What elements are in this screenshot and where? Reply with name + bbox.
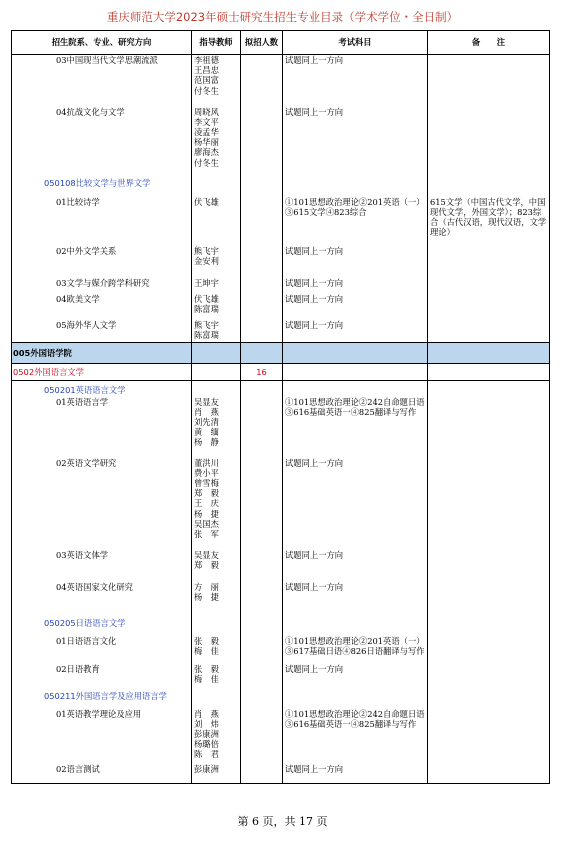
remark [428,107,550,175]
advisors: 张 毅 梅 佳 [192,632,241,664]
advisors [192,343,241,364]
direction-name: 02英语文学研究 [12,458,192,550]
remark [428,343,550,364]
exam-subjects: 试题同上一方向 [283,294,428,320]
advisors [192,364,241,381]
quota [241,320,283,343]
advisors [192,688,241,706]
table-row [12,55,550,107]
header-remark: 备 注 [428,31,550,55]
direction-name: 01英语教学理论及应用 [12,706,192,764]
quota [241,664,283,688]
page-title: 重庆师范大学2023年硕士研究生招生专业目录（学术学位・全日制） [106,10,459,24]
table-row [12,107,550,175]
table-row [12,294,550,320]
exam-subjects: 试题同上一方向 [283,320,428,343]
exam-subjects [283,175,428,193]
exam-subjects: 试题同上一方向 [283,458,428,550]
advisors: 董洪川 费小平 曾雪梅 郑 毅 王 庆 杨 捷 吴国杰 张 军 [192,458,241,550]
quota [241,107,283,175]
remark [428,278,550,294]
advisors: 周晓风 李文平 凌孟华 杨华丽 廖海杰 付冬生 [192,107,241,175]
remark [428,706,550,764]
exam-subjects: 试题同上一方向 [283,664,428,688]
quota [241,294,283,320]
table-row [12,764,550,784]
exam-subjects: ①101思想政治理论②242自命题日语③616基础英语一④825翻译与写作 [283,397,428,458]
advisors: 吴显友 肖 燕 刘先清 黄 缅 杨 静 [192,397,241,458]
direction-name: 02语言测试 [12,764,192,784]
quota [241,278,283,294]
catalog-table [11,30,550,784]
exam-subjects: ①101思想政治理论②242自命题日语③616基础英语一④825翻译与写作 [283,706,428,764]
table-row [12,632,550,664]
table-header-row [12,31,550,55]
major-row [12,615,550,632]
direction-name: 03英语文体学 [12,550,192,582]
direction-name: 05海外华人文学 [12,320,192,343]
quota [241,175,283,193]
direction-name: 02中外文学关系 [12,246,192,278]
college-name: 005外国语学院 [12,343,192,364]
quota [241,764,283,784]
direction-name: 03文学与媒介跨学科研究 [12,278,192,294]
remark [428,550,550,582]
remark [428,364,550,381]
remark: 615文学（中国古代文学，中国现代文学，外国文学）；823综合（古代汉语，现代汉语，文学理论） [428,193,550,246]
advisors: 熊飞宇 陈富瑞 [192,320,241,343]
advisors: 方 丽 杨 捷 [192,582,241,615]
quota [241,55,283,107]
exam-subjects: ①101思想政治理论②201英语（一）③615文学④823综合 [283,193,428,246]
subject-row [12,364,550,381]
major-name: 050108比较文学与世界文学 [12,175,192,193]
table-row [12,193,550,246]
direction-name: 04抗战文化与文学 [12,107,192,175]
remark [428,294,550,320]
exam-subjects [283,615,428,632]
table-row [12,664,550,688]
remark [428,246,550,278]
exam-subjects: 试题同上一方向 [283,582,428,615]
exam-subjects: ①101思想政治理论②201英语（一）③617基础日语④826日语翻译与写作 [283,632,428,664]
remark [428,582,550,615]
advisors: 熊飞宇 金安利 [192,246,241,278]
quota [241,615,283,632]
exam-subjects: 试题同上一方向 [283,246,428,278]
major-row [12,381,550,397]
remark [428,381,550,397]
remark [428,55,550,107]
remark [428,615,550,632]
major-name: 050201英语语言文学 [12,381,192,397]
header-major: 招生院系、专业、研究方向 [12,31,192,55]
advisors [192,381,241,397]
page-footer: 第 6 页，共 17 页 [237,815,328,828]
remark [428,175,550,193]
quota [241,688,283,706]
quota [241,193,283,246]
advisors: 王坤宇 [192,278,241,294]
direction-name: 01英语语言学 [12,397,192,458]
table-row [12,278,550,294]
quota [241,582,283,615]
exam-subjects [283,381,428,397]
major-name: 050211外国语言学及应用语言学 [12,688,192,706]
quota [241,397,283,458]
college-row [12,343,550,364]
direction-name: 01比较诗学 [12,193,192,246]
remark [428,397,550,458]
table-row [12,246,550,278]
advisors: 李祖德 王昌忠 范国富 付冬生 [192,55,241,107]
quota [241,706,283,764]
advisors [192,175,241,193]
header-quota: 拟招人数 [241,31,283,55]
advisors: 彭康洲 [192,764,241,784]
major-name: 050205日语语言文学 [12,615,192,632]
advisors: 吴显友 郑 毅 [192,550,241,582]
remark [428,458,550,550]
table-row [12,706,550,764]
table-row [12,458,550,550]
exam-subjects [283,688,428,706]
advisors: 肖 燕 刘 炜 彭康洲 杨璐倍 陈 君 [192,706,241,764]
quota [241,458,283,550]
exam-subjects: 试题同上一方向 [283,550,428,582]
exam-subjects: 试题同上一方向 [283,107,428,175]
remark [428,320,550,343]
quota [241,632,283,664]
advisors: 伏飞雄 陈富瑞 [192,294,241,320]
major-row [12,175,550,193]
remark [428,688,550,706]
table-row [12,582,550,615]
direction-name: 01日语语言文化 [12,632,192,664]
direction-name: 04欧美文学 [12,294,192,320]
exam-subjects: 试题同上一方向 [283,55,428,107]
table-row [12,550,550,582]
exam-subjects [283,364,428,381]
major-row [12,688,550,706]
quota: 16 [241,364,283,381]
exam-subjects [283,343,428,364]
quota [241,550,283,582]
advisors: 张 毅 梅 佳 [192,664,241,688]
direction-name: 02日语教育 [12,664,192,688]
exam-subjects: 试题同上一方向 [283,764,428,784]
remark [428,632,550,664]
advisors: 伏飞雄 [192,193,241,246]
table-row [12,320,550,343]
table-row [12,397,550,458]
remark [428,764,550,784]
header-advisor: 指导教师 [192,31,241,55]
quota [241,381,283,397]
direction-name: 03中国现当代文学思潮流派 [12,55,192,107]
quota [241,343,283,364]
header-exam: 考试科目 [283,31,428,55]
exam-subjects: 试题同上一方向 [283,278,428,294]
quota [241,246,283,278]
advisors [192,615,241,632]
direction-name: 04英语国家文化研究 [12,582,192,615]
remark [428,664,550,688]
subject-name: 0502外国语言文学 [12,364,192,381]
